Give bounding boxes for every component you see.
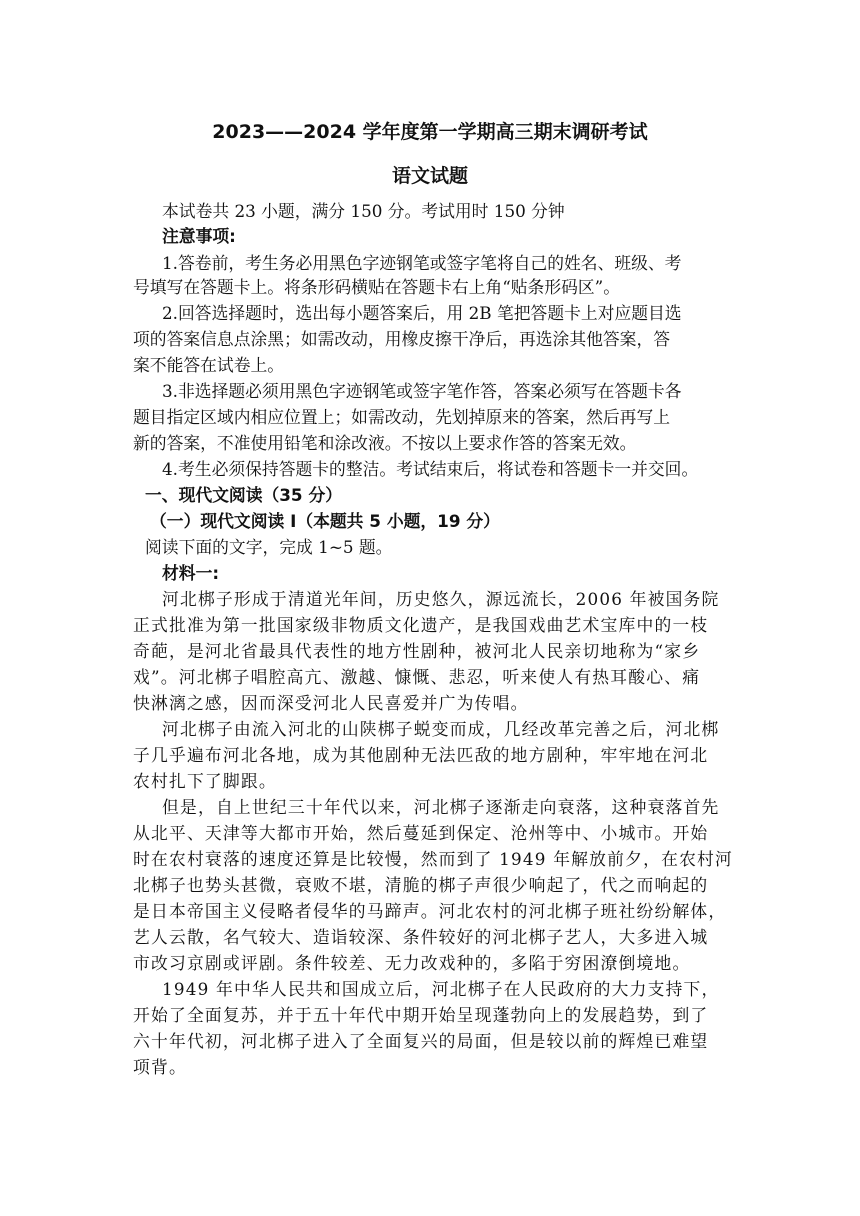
notice-item-1-line-2: 号填写在答题卡上。将条形码横贴在答题卡右上角“贴条形码区”。 bbox=[133, 277, 621, 297]
passage-p1-line-2: 正式批准为第一批国家级非物质文化遗产，是我国戏曲艺术宝库中的一枝 bbox=[133, 615, 709, 635]
exam-title: 2023——2024 学年度第一学期高三期末调研考试 bbox=[212, 121, 648, 143]
passage-p3-line-5: 是日本帝国主义侵略者侵华的马蹄声。河北农村的河北梆子班社纷纷解体， bbox=[133, 901, 727, 921]
passage-p3-line-7: 市改习京剧或评剧。条件较差、无力改戏种的，多陷于穷困潦倒境地。 bbox=[133, 953, 691, 973]
passage-p2-line-2: 子几乎遍布河北各地，成为其他剧种无法匹敌的地方剧种，牢牢地在河北 bbox=[133, 745, 709, 765]
section-direction: 阅读下面的文字，完成 1~5 题。 bbox=[145, 537, 393, 557]
passage-p1-line-3: 奇葩，是河北省最具代表性的地方性剧种，被河北人民亲切地称为“家乡 bbox=[133, 641, 701, 661]
passage-p2-line-1: 河北梆子由流入河北的山陕梆子蜕变而成，几经改革完善之后，河北梆 bbox=[162, 719, 720, 739]
passage-p1-line-1: 河北梆子形成于清道光年间，历史悠久，源远流长，2006 年被国务院 bbox=[162, 589, 720, 609]
section-subheading: （一）现代文阅读 I（本题共 5 小题，19 分） bbox=[150, 511, 500, 531]
passage-p3-line-2: 从北平、天津等大都市开始，然后蔓延到保定、沧州等中、小城市。开始 bbox=[133, 823, 709, 843]
passage-p1-line-5: 快淋漓之感，因而深受河北人民喜爱并广为传唱。 bbox=[133, 693, 529, 713]
subject-title: 语文试题 bbox=[391, 165, 468, 187]
notice-item-1-line-1: 1.答卷前，考生务必用黑色字迹钢笔或签字笔将自己的姓名、班级、考 bbox=[162, 253, 682, 273]
notice-item-3-line-3: 新的答案，不准使用铅笔和涂改液。不按以上要求作答的答案无效。 bbox=[133, 433, 637, 453]
notice-heading: 注意事项: bbox=[162, 226, 236, 246]
passage-p4-line-2: 开始了全面复苏，并于五十年代中期开始呈现蓬勃向上的发展趋势，到了 bbox=[133, 1005, 709, 1025]
material-label: 材料一: bbox=[162, 563, 220, 583]
notice-item-2-line-1: 2.回答选择题时，选出每小题答案后，用 2B 笔把答题卡上对应题目选 bbox=[162, 303, 682, 323]
passage-p3-line-4: 北梆子也势头甚微，衰败不堪，清脆的梆子声很少响起了，代之而响起的 bbox=[133, 875, 709, 895]
section-heading: 一、现代文阅读（35 分） bbox=[145, 485, 343, 505]
notice-item-3-line-2: 题目指定区域内相应位置上；如需改动，先划掉原来的答案，然后再写上 bbox=[133, 407, 671, 427]
passage-p4-line-1: 1949 年中华人民共和国成立后，河北梆子在人民政府的大力支持下， bbox=[162, 979, 720, 999]
notice-item-4-line-1: 4.考生必须保持答题卡的整洁。考试结束后，将试卷和答题卡一并交回。 bbox=[162, 459, 699, 479]
passage-p3-line-6: 艺人云散，名气较大、造诣较深、条件较好的河北梆子艺人，大多进入城 bbox=[133, 927, 709, 947]
passage-p4-line-3: 六十年代初，河北梆子进入了全面复兴的局面，但是较以前的辉煌已难望 bbox=[133, 1031, 709, 1051]
passage-p1-line-4: 戏”。河北梆子唱腔高亢、激越、慷慨、悲忍，听来使人有热耳酸心、痛 bbox=[133, 667, 701, 687]
passage-p4-line-4: 项背。 bbox=[133, 1057, 187, 1077]
exam-summary: 本试卷共 23 小题，满分 150 分。考试用时 150 分钟 bbox=[162, 201, 565, 221]
passage-p3-line-1: 但是，自上世纪三十年代以来，河北梆子逐渐走向衰落，这种衰落首先 bbox=[162, 797, 720, 817]
notice-item-2-line-3: 案不能答在试卷上。 bbox=[133, 355, 285, 375]
notice-item-2-line-2: 项的答案信息点涂黑；如需改动，用橡皮擦干净后，再选涂其他答案，答 bbox=[133, 329, 671, 349]
passage-p2-line-3: 农村扎下了脚跟。 bbox=[133, 771, 277, 791]
notice-item-3-line-1: 3.非选择题必须用黑色字迹钢笔或签字笔作答，答案必须写在答题卡各 bbox=[162, 381, 682, 401]
passage-p3-line-3: 时在农村衰落的速度还算是比较慢，然而到了 1949 年解放前夕，在农村河 bbox=[133, 849, 734, 869]
